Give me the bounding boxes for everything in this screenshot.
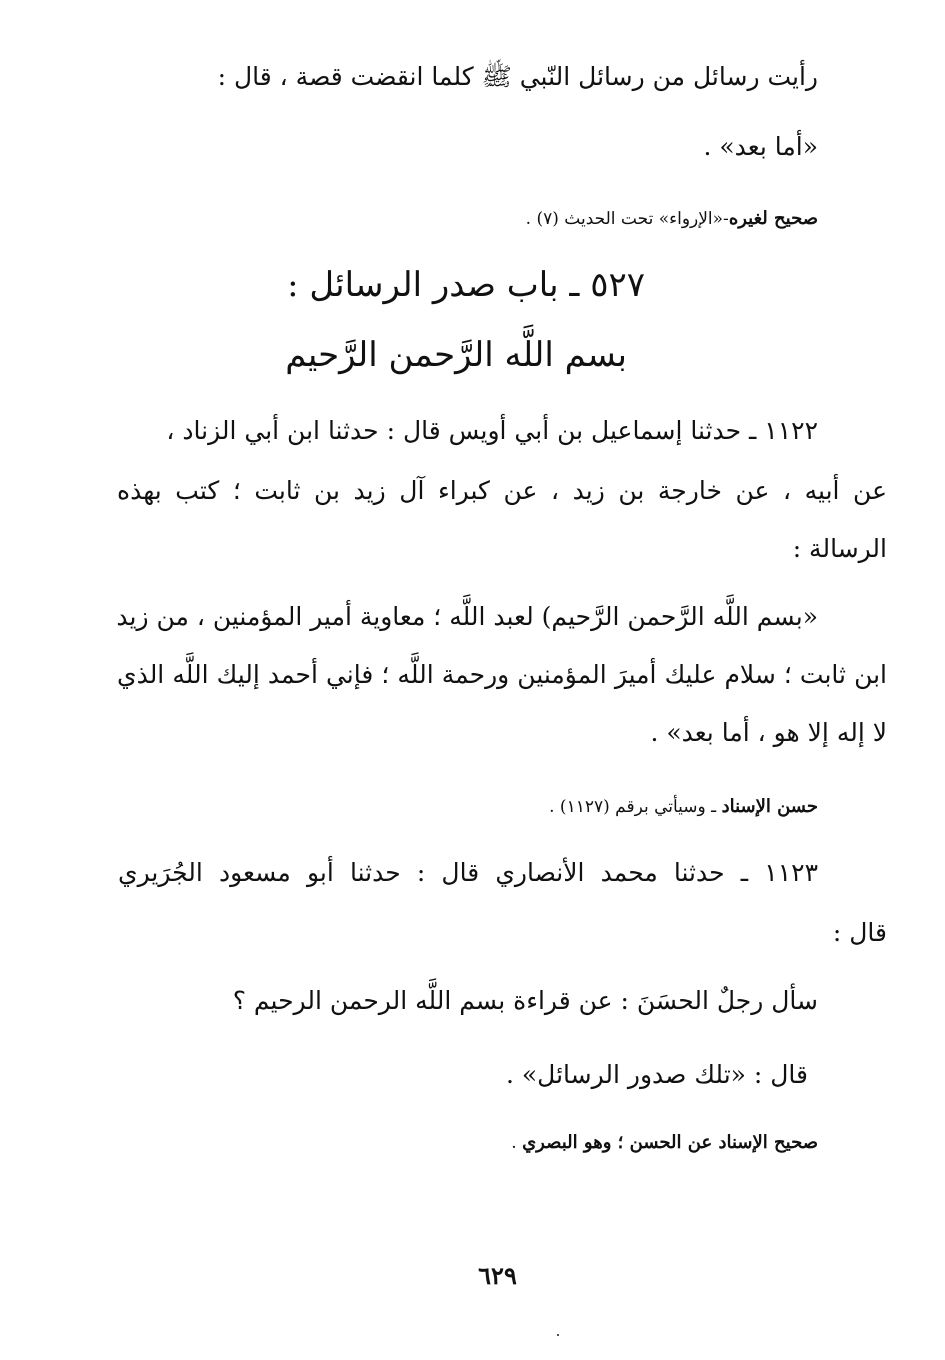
hadith-1123-line-2: قال : bbox=[832, 918, 887, 947]
hadith-1123-line-4: قال : «تلك صدور الرسائل» . bbox=[505, 1060, 808, 1089]
grading-detail: . bbox=[511, 1133, 523, 1153]
grading-label: صحيح لغيره bbox=[728, 208, 818, 229]
hadith-1122-line-3: الرسالة : bbox=[792, 534, 887, 563]
hadith-1122-quote-3: لا إله إلا هو ، أما بعد» . bbox=[650, 718, 887, 747]
page-number: ٦٢٩ bbox=[478, 1261, 517, 1290]
chapter-basmala: بسم اللَّه الرَّحمن الرَّحيم bbox=[285, 335, 627, 375]
print-speck bbox=[557, 1334, 559, 1336]
grading-note-1 bbox=[526, 210, 818, 228]
hadith-1122-quote-1: «بسم اللَّه الرَّحمن الرَّحيم) لعبد اللَّه ؛ معاوية أمير المؤمنين ، من زيد bbox=[116, 602, 818, 631]
hadith-1122-line-2: عن أبيه ، عن خارجة بن زيد ، عن كبراء آل زيد بن ثابت ؛ كتب بهذه bbox=[117, 476, 887, 505]
intro-line-2: «أما بعد» . bbox=[703, 132, 818, 161]
grading-note-2 bbox=[549, 798, 818, 816]
grading-detail: ـ وسيأتي برقم (١١٢٧) . bbox=[549, 797, 722, 817]
hadith-1122-quote-2: ابن ثابت ؛ سلام عليك أميرَ المؤمنين ورحمة اللَّه ؛ فإني أحمد إليك اللَّه الذي bbox=[117, 660, 887, 689]
hadith-1123-line-3: سأل رجلٌ الحسَنَ : عن قراءة بسم اللَّه الرحمن الرحيم ؟ bbox=[232, 986, 818, 1015]
grading-detail: -«الإرواء» تحت الحديث (٧) . bbox=[525, 209, 729, 229]
hadith-1123-line-1: ١١٢٣ ـ حدثنا محمد الأنصاري قال : حدثنا أبو مسعود الجُرَيري bbox=[118, 858, 818, 887]
hadith-1122-line-1: ١١٢٢ ـ حدثنا إسماعيل بن أبي أويس قال : حدثنا ابن أبي الزناد ، bbox=[166, 416, 818, 445]
chapter-heading: ٥٢٧ ـ باب صدر الرسائل : bbox=[287, 265, 645, 305]
grading-label: حسن الإسناد bbox=[721, 796, 818, 817]
grading-note-3 bbox=[511, 1134, 818, 1152]
intro-line-1: رأيت رسائل من رسائل النّبي ﷺ كلما انقضت قصة ، قال : bbox=[217, 62, 818, 91]
grading-label: صحيح الإسناد عن الحسن ؛ وهو البصري bbox=[522, 1132, 818, 1153]
